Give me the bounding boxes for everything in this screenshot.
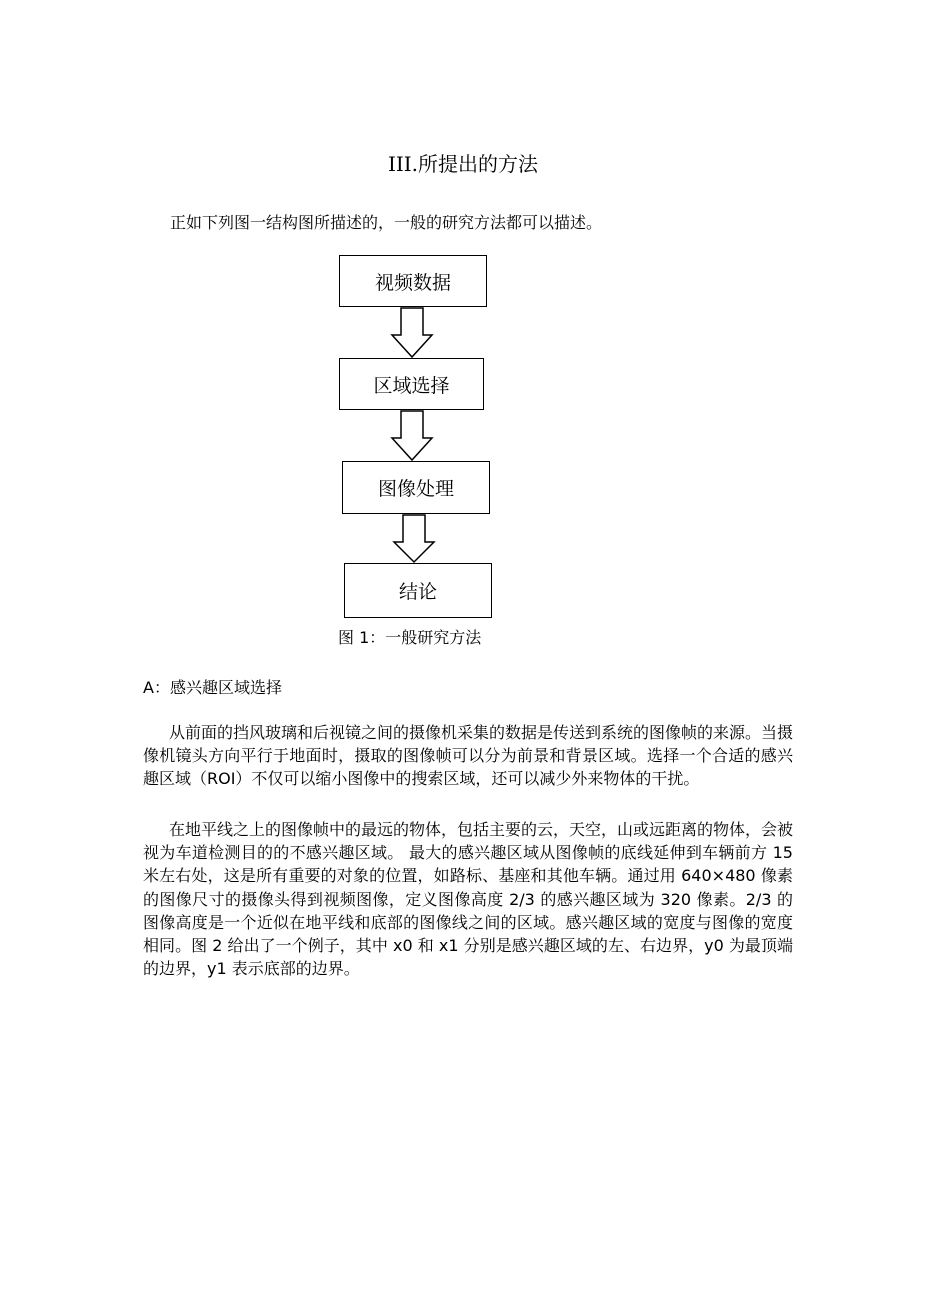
flowchart-step-image-processing [342, 461, 490, 514]
flowchart-step-conclusion [344, 563, 492, 618]
subsection-heading: A：感兴趣区域选择 [143, 678, 282, 697]
down-arrow-icon [390, 307, 434, 359]
flowchart-step-region-selection [339, 358, 484, 410]
down-arrow-icon [392, 514, 436, 564]
figure-caption: 图 1：一般研究方法 [338, 628, 482, 647]
flowchart-step-label: 图像处理 [377, 478, 454, 500]
body-paragraph: 从前面的挡风玻璃和后视镜之间的摄像机采集的数据是传送到系统的图像帧的来源。当摄像机镜头方向平行于地面时，摄取的图像帧可以分为前景和背景区域。选择一个合适的感兴趣区域（ROI）不仅可以缩小图像中的搜索区域，还可以减少外来物体的干扰。 [143, 723, 794, 789]
section-title: III.所提出的方法 [387, 152, 539, 176]
body-paragraph: 在地平线之上的图像帧中的最远的物体，包括主要的云，天空，山或远距离的物体，会被视为车道检测目的的不感兴趣区域。 最大的感兴趣区域从图像帧的底线延伸到车辆前方 15 米左右处，这是所有重要的对象的位置，如路标、基座和其他车辆。通过用 640×480 像素的图像尺寸的摄像头得到视频图像，定义图像高度 2/3 的感兴趣区域为 320 像素。2/3 的图像高度是一个近似在地平线和底部的图像线之间的区域。感兴趣区域的宽度与图像的宽度相同。图 2 给出了一个例子，其中 x0 和 x1 分别是感兴趣区域的左、右边界，y0 为最顶端的边界，y1 表示底部的边界。 [143, 820, 794, 979]
flowchart-step-label: 区域选择 [373, 374, 450, 397]
intro-sentence: 正如下列图一结构图所描述的，一般的研究方法都可以描述。 [170, 213, 603, 232]
flowchart-step-label: 结论 [398, 581, 437, 603]
flowchart-step-label: 视频数据 [374, 271, 451, 294]
flowchart-step-video-data [339, 255, 487, 307]
down-arrow-icon [390, 410, 434, 462]
